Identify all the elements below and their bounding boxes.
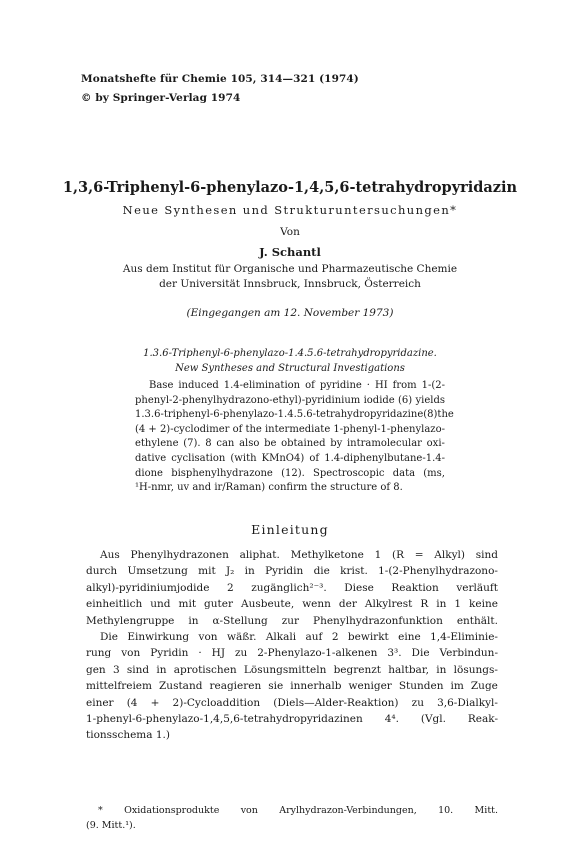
body-line: 1-phenyl-6-phenylazo-1,4,5,6-tetrahydropyridazinen 4⁴. (Vgl. Reak- <box>86 713 498 726</box>
abstract-line: phenyl-2-phenylhydrazono-ethyl)-pyridinium iodide (6) yields <box>135 394 445 406</box>
footnote <box>86 804 498 833</box>
abstract-line: dative cyclisation (with KMnO4) of 1.4-diphenylbutane-1.4- <box>135 452 445 464</box>
body-line: Aus Phenylhydrazonen aliphat. Methylketone 1 (R = Alkyl) sind <box>100 549 498 561</box>
body-line: Die Einwirkung von wäßr. Alkali auf 2 bewirkt eine 1,4-Eliminie- <box>100 631 498 644</box>
body-line: durch Umsetzung mit J₂ in Pyridin die krist. 1-(2-Phenylhydrazono- <box>86 565 498 578</box>
body-line: einheitlich und mit guter Ausbeute, wenn der Alkylrest R in 1 keine <box>86 598 498 611</box>
body-line: tionsschema 1.) <box>86 729 170 742</box>
abstract-line: (4 + 2)-cyclodimer of the intermediate 1-phenyl-1-phenylazo- <box>135 423 445 435</box>
footnote-line: (9. Mitt.¹). <box>86 819 136 831</box>
abstract-title-line: New Syntheses and Structural Investigations <box>175 362 405 374</box>
body-line: mittelfreiem Zustand reagieren sie innerhalb weniger Stunden im Zuge <box>86 680 498 693</box>
abstract <box>135 379 454 496</box>
abstract-line: ethylene (7). 8 can also be obtained by intramolecular oxi- <box>135 438 445 450</box>
body-line: alkyl)-pyridiniumjodide 2 zugänglich²⁻³. Diese Reaktion verläuft <box>86 581 498 594</box>
footnote-line: * Oxidationsprodukte von Arylhydrazon-Verbindungen, 10. Mitt. <box>98 805 498 816</box>
author-name: J. Schantl <box>259 245 321 259</box>
abstract-line: 1.3.6-triphenyl-6-phenylazo-1.4.5.6-tetrahydropyridazine (8) the <box>135 409 454 421</box>
journal-copyright: © by Springer-Verlag 1974 <box>81 92 241 104</box>
body-text <box>86 547 498 744</box>
abstract-title-line: 1.3.6-Triphenyl-6-phenylazo-1.4.5.6-tetrahydropyridazine. <box>143 348 437 359</box>
journal-header <box>81 70 359 108</box>
abstract-title <box>60 347 520 376</box>
abstract-line: Base induced 1.4-elimination of pyridine · HI from 1-(2- <box>149 380 445 391</box>
body-line: gen 3 sind in aprotischen Lösungsmitteln begrenzt haltbar, in lösungs- <box>86 663 498 676</box>
affiliation-line: Aus dem Institut für Organische und Pharmazeutische Chemie <box>122 263 458 275</box>
section-heading: Einleitung <box>251 522 329 537</box>
body-line: Methylengruppe in α-Stellung zur Phenylhydrazonfunktion enthält. <box>86 614 498 627</box>
affiliation-line: der Universität Innsbruck, Innsbruck, Österreich <box>159 277 421 290</box>
body-line: einer (4 + 2)-Cycloaddition (Diels—Alder-Reaktion) zu 3,6-Dialkyl- <box>86 696 498 709</box>
journal-citation: Monatshefte für Chemie 105, 314—321 (1974) <box>81 73 359 85</box>
abstract-line: ¹H-nmr, uv and ir/Raman) confirm the structure of 8. <box>135 482 403 494</box>
article-title: 1,3,6-Triphenyl-6-phenylazo-1,4,5,6-tetrahydropyridazin <box>62 179 518 196</box>
received-date: (Eingegangen am 12. November 1973) <box>186 307 394 319</box>
article-subtitle: Neue Synthesen und Strukturuntersuchungen* <box>122 203 458 217</box>
abstract-line: dione bisphenylhydrazone (12). Spectroscopic data (ms, <box>135 467 445 479</box>
byline-von: Von <box>280 226 300 238</box>
affiliation <box>60 262 520 291</box>
body-line: rung von Pyridin · HJ zu 2-Phenylazo-1-alkenen 3³. Die Verbindun- <box>86 647 498 660</box>
